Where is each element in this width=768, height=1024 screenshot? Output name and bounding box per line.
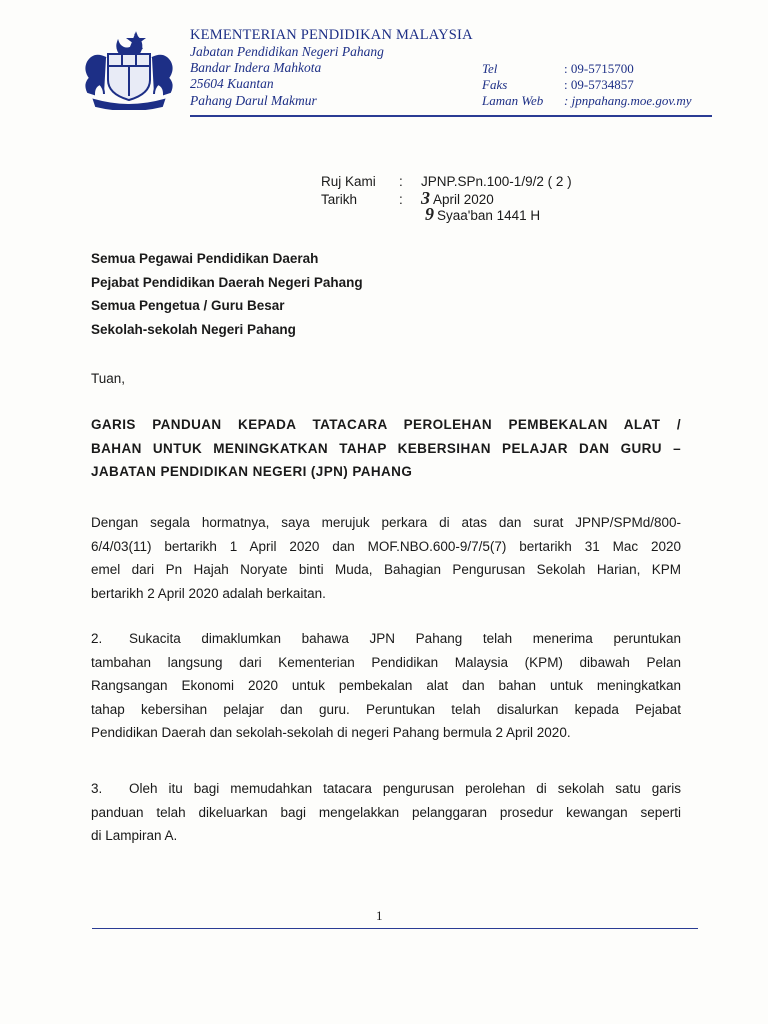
hijri-date-value: Syaa'ban 1441 H (437, 208, 541, 223)
page-number: 1 (376, 908, 383, 923)
paragraph-line: di Lampiran A. (91, 828, 178, 843)
paragraph-line (91, 777, 681, 801)
contact-label: Laman Web (482, 93, 544, 108)
paragraph-line: panduan telah dikeluarkan bagi mengelakkan pelanggaran prosedur kewangan seperti (91, 804, 681, 820)
salutation: Tuan, (91, 371, 126, 386)
tarikh-row (321, 190, 572, 206)
subject-heading (91, 413, 681, 484)
addressee-line: Semua Pengetua / Guru Besar (91, 298, 285, 313)
paragraph-line: emel dari Pn Hajah Noryate binti Muda, Bahagian Pengurusan Sekolah Harian, KPM (91, 562, 681, 577)
paragraph-line: 6/4/03(11) bertarikh 1 April 2020 dan MOF.NBO.600-9/7/5(7) bertarikh 31 Mac 2020 (91, 538, 681, 554)
colon: : (399, 174, 403, 189)
paragraph-2 (91, 627, 681, 745)
paragraph-line (91, 627, 681, 651)
contact-label: Faks (482, 77, 508, 92)
date-value: April 2020 (433, 192, 494, 207)
ruj-kami-label: Ruj Kami (321, 174, 376, 189)
paragraph-3 (91, 777, 681, 848)
letterhead-contact-block (482, 61, 692, 109)
paragraph-number: 3. (91, 781, 103, 796)
contact-tel (482, 61, 692, 77)
paragraph-line: tahap kebersihan pelajar dan guru. Peruntukan telah disalurkan kepada Pejabat (91, 701, 681, 717)
ministry-name: KEMENTERIAN PENDIDIKAN MALAYSIA (190, 27, 473, 43)
contact-value: : jpnpahang.moe.gov.my (564, 93, 692, 108)
handwritten-day: 3 (421, 188, 430, 208)
reference-block (321, 174, 572, 222)
paragraph-line-text: Oleh itu bagi memudahkan tatacara pengurusan perolehan di sekolah satu garis (129, 781, 681, 796)
addressee-line: Sekolah-sekolah Negeri Pahang (91, 321, 296, 337)
paragraph-line: Dengan segala hormatnya, saya merujuk perkara di atas dan surat JPNP/SPMd/800- (91, 515, 681, 530)
addressee-line: Pejabat Pendidikan Daerah Negeri Pahang (91, 274, 363, 290)
letterhead-address-block (190, 26, 473, 109)
hijri-date-row (321, 206, 572, 222)
subject-line: JABATAN PENDIDIKAN NEGERI (JPN) PAHANG (91, 464, 413, 479)
paragraph-line: bertarikh 2 April 2020 adalah berkaitan. (91, 585, 326, 601)
address-line: 25604 Kuantan (190, 76, 274, 92)
paragraph-number: 2. (91, 631, 103, 646)
handwritten-hijri-day: 9 (425, 204, 434, 224)
footer-divider (92, 928, 698, 929)
paragraph-line: Pendidikan Daerah dan sekolah-sekolah di negeri Pahang bermula 2 April 2020. (91, 725, 571, 740)
ruj-kami-row (321, 174, 572, 190)
ruj-kami-value: JPNP.SPn.100-1/9/2 ( 2 ) (421, 174, 572, 189)
subject-line: GARIS PANDUAN KEPADA TATACARA PEROLEHAN PEMBEKALAN ALAT / (91, 417, 681, 432)
contact-value: : 09-5734857 (564, 77, 634, 92)
address-line: Pahang Darul Makmur (190, 92, 317, 108)
paragraph-line: Rangsangan Ekonomi 2020 untuk pembekalan alat dan bahan untuk meningkatkan (91, 678, 681, 693)
contact-website (482, 93, 692, 109)
colon: : (399, 192, 403, 207)
paragraph-1 (91, 511, 681, 605)
contact-label: Tel (482, 61, 498, 76)
contact-fax (482, 77, 692, 93)
address-line: Jabatan Pendidikan Negeri Pahang (190, 44, 384, 59)
address-line: Bandar Indera Mahkota (190, 60, 322, 76)
paragraph-line-text: Sukacita dimaklumkan bahawa JPN Pahang telah menerima peruntukan (129, 631, 681, 646)
malaysia-coat-of-arms-icon (78, 28, 180, 110)
contact-value: : 09-5715700 (564, 61, 634, 76)
tarikh-label: Tarikh (321, 192, 358, 207)
addressee-line: Semua Pegawai Pendidikan Daerah (91, 251, 319, 266)
letterhead-divider (190, 115, 712, 117)
addressee-block (91, 247, 363, 341)
subject-line: BAHAN UNTUK MENINGKATKAN TAHAP KEBERSIHAN PELAJAR DAN GURU – (91, 440, 681, 456)
paragraph-line: tambahan langsung dari Kementerian Pendidikan Malaysia (KPM) dibawah Pelan (91, 654, 681, 670)
